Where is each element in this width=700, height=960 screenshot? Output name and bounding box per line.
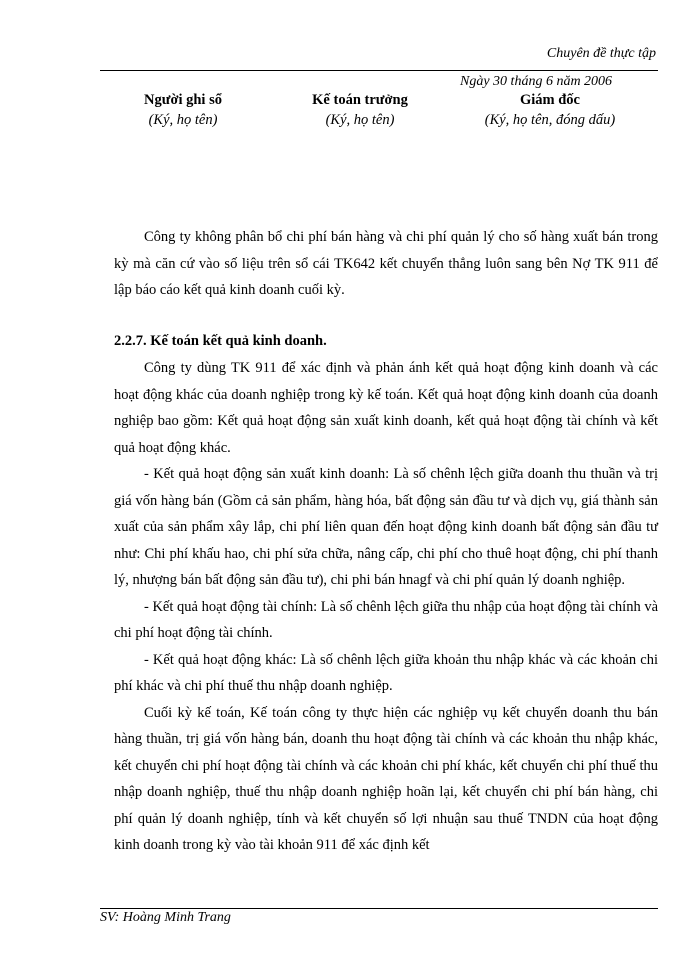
page-header-title: Chuyên đề thực tập — [546, 46, 656, 61]
intro-section — [114, 224, 658, 304]
signature-note: (Ký, họ tên) — [325, 112, 395, 128]
signature-note: (Ký, họ tên) — [148, 112, 218, 128]
footer-author: SV: Hoàng Minh Trang — [100, 910, 231, 925]
signature-block-director — [465, 92, 635, 129]
signature-date: Ngày 30 tháng 6 năm 2006 — [460, 74, 613, 89]
section-body — [114, 355, 658, 859]
body-paragraph: Công ty dùng TK 911 để xác định và phản ánh kết quả hoạt động kinh doanh và các hoạt động khác của doanh nghiệp trong kỳ kế toán. Kết quả hoạt động kinh doanh của doanh nghiệp bao gồm: Kết quả hoạt động sản xuất kinh doanh, kết quả hoạt động tài chính và kết quả hoạt động khác. — [114, 360, 658, 456]
signature-title: Kế toán trưởng — [312, 92, 408, 108]
intro-paragraph: Công ty không phân bổ chi phí bán hàng và chi phí quản lý cho số hàng xuất bán trong kỳ mà căn cứ vào số liệu trên sổ cái TK642 kết chuyển thẳng luôn sang bên Nợ TK 911 để lập báo cáo kết quả kinh doanh cuối kỳ. — [114, 229, 658, 298]
body-paragraph: - Kết quả hoạt động sản xuất kinh doanh: Là số chênh lệch giữa doanh thu thuần và trị giá vốn hàng bán (Gồm cả sản phẩm, hàng hóa, bất động sản đầu tư và dịch vụ, giá thành sản xuất của sản phẩm xây lắp, chi phí liên quan đến hoạt động kinh doanh bất động sản đầu tư như: Chi phí khấu hao, chi phí sửa chữa, nâng cấp, chi phí cho thuê hoạt động, chi phí thanh lý, nhượng bán bất động sản đầu tư), chi phi bán hnagf và chi phí quản lý doanh nghiệp. — [114, 466, 658, 588]
section-heading: 2.2.7. Kế toán kết quả kinh doanh. — [114, 333, 327, 349]
footer-divider — [100, 908, 658, 909]
signature-title: Người ghi sổ — [144, 92, 222, 108]
body-paragraph: Cuối kỳ kế toán, Kế toán công ty thực hiện các nghiệp vụ kết chuyển doanh thu bán hàng thuần, trị giá vốn hàng bán, doanh thu hoạt động tài chính và các khoản thu nhập khác, kết chuyển chi phí hoạt động tài chính và các khoản chi phí khác, kết chuyển chi phí thuế thu nhập doanh nghiệp, thuế thu nhập doanh nghiệp hoãn lại, kết chuyển chi phí bán hàng, chi phí quản lý doanh nghiệp, tính và kết chuyển số lợi nhuận sau thuế TNDN của hoạt động kinh doanh trong kỳ vào tài khoản 911 để xác định kết — [114, 704, 658, 853]
body-paragraph: - Kết quả hoạt động khác: Là số chênh lệch giữa khoản thu nhập khác và các khoản chi phí khác và chi phí thuế thu nhập doanh nghiệp. — [114, 651, 658, 694]
signature-block-recorder — [113, 92, 253, 129]
signature-title: Giám đốc — [519, 92, 580, 108]
signature-block-chief-accountant — [280, 92, 440, 129]
signature-note: (Ký, họ tên, đóng dấu) — [484, 112, 616, 128]
body-paragraph: - Kết quả hoạt động tài chính: Là số chênh lệch giữa thu nhập của hoạt động tài chính và chi phí hoạt động tài chính. — [114, 598, 658, 641]
header-divider — [100, 70, 658, 71]
